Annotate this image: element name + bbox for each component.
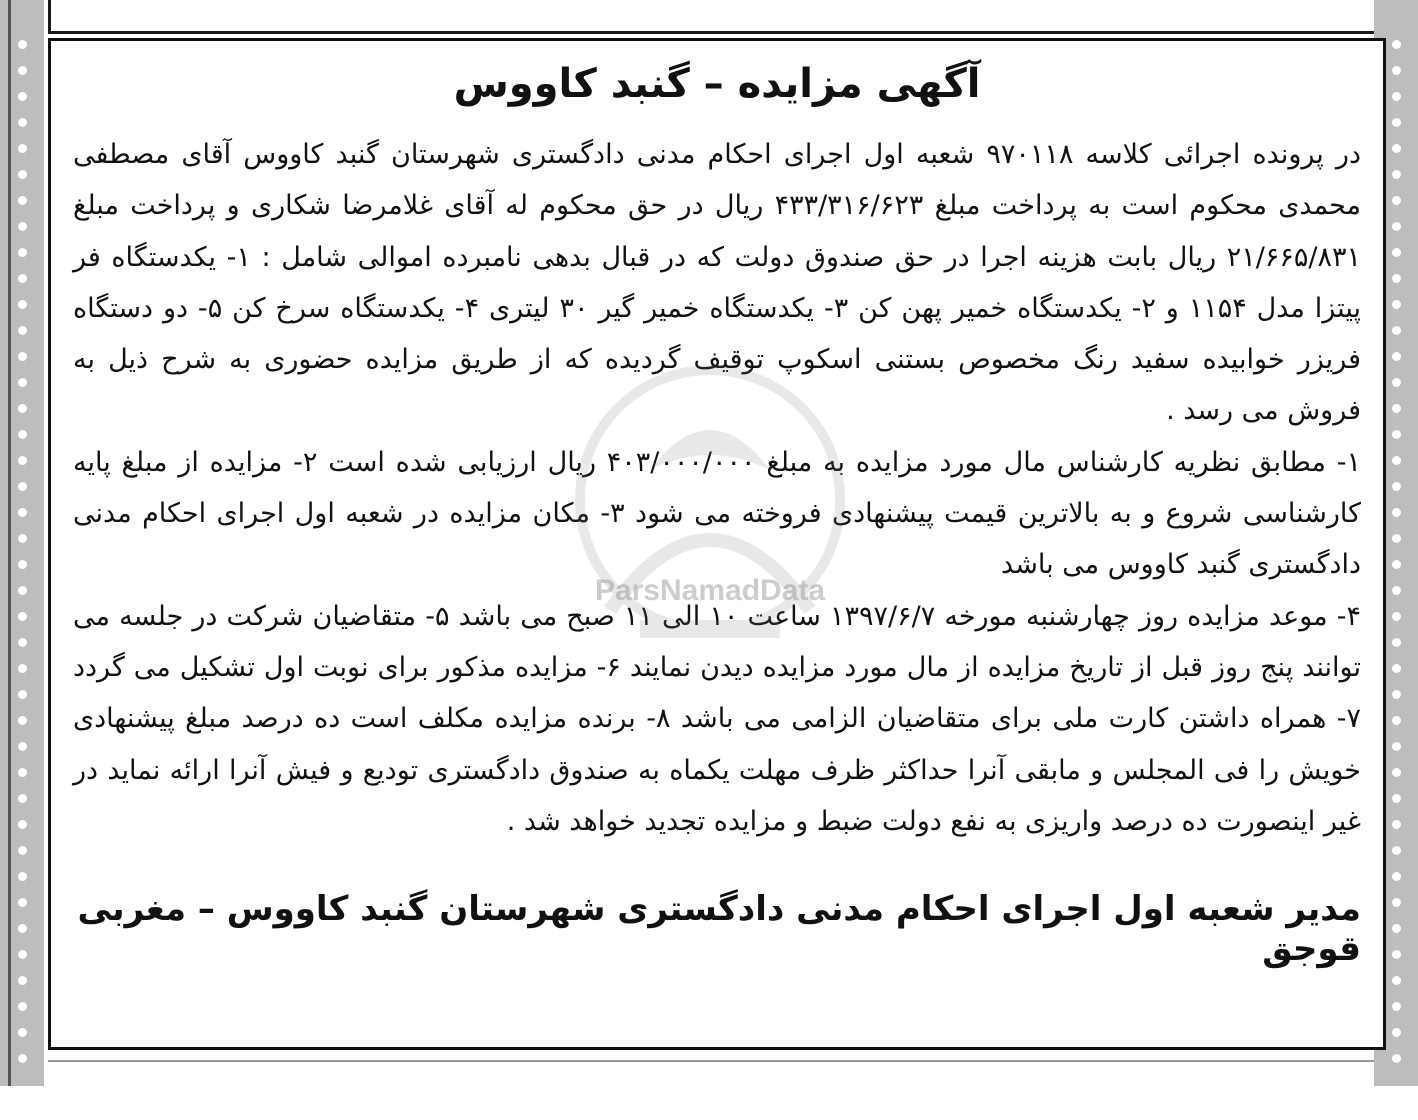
left-edge-line xyxy=(8,0,11,1086)
auction-notice-box xyxy=(48,38,1386,1050)
notice-body xyxy=(73,129,1361,847)
bottom-band xyxy=(48,1060,1374,1086)
adjacent-notice-frame xyxy=(48,0,1410,34)
notice-title: آگهی مزایده – گنبد کاووس xyxy=(453,61,981,107)
watermark-brand-text: ParsNamadData xyxy=(594,574,826,607)
notice-signature: مدیر شعبه اول اجرای احکام مدنی دادگستری شهرستان گنبد کاووس – مغربی قوجق xyxy=(77,889,1361,969)
notice-paragraph-terms-2: ۴- موعد مزایده روز چهارشنبه مورخه ۱۳۹۷/۶/۷ ساعت ۱۰ الی ۱۱ صبح می باشد ۵- متقاضیان شرکت در جلسه می توانند پنج روز قبل از تاریخ مزایده از مال مورد مزایده دیدن نمایند ۶- مزایده مذکور برای نوبت اول تشکیل می گردد ۷- همراه داشتن کارت ملی برای متقاضیان الزامی می باشد ۸- برنده مزایده مکلف است ده درصد مبلغ پیشنهادی خویش را فی المجلس و مابقی آنرا حداکثر ظرف مهلت یکماه به صندوق دادگستری تودیع و فیش آنرا ارائه نماید در غیر اینصورت ده درصد واریزی به نفع دولت ضبط و مزایده تجدید خواهد شد . xyxy=(73,600,1362,837)
left-perforated-strip xyxy=(0,0,44,1086)
notice-paragraph-intro: در پرونده اجرائی کلاسه ۹۷۰۱۱۸ شعبه اول اجرای احکام مدنی دادگستری شهرستان گنبد کاووس آقای مصطفی محمدی محکوم است به پرداخت مبلغ ۴۳۳/۳۱۶/۶۲۳ ریال در حق محکوم له آقای غلامرضا شکاری و پرداخت مبلغ ۲۱/۶۶۵/۸۳۱ ریال بابت هزینه اجرا در حق صندوق دولت که در قبال بدهی نامبرده اموالی شامل : ۱- یکدستگاه فر پیتزا مدل ۱۱۵۴ و ۲- یکدستگاه خمیر پهن کن ۳- یکدستگاه خمیر گیر ۳۰ لیتری ۴- یکدستگاه سرخ کن ۵- دو دستگاه فریزر خوابیده سفید رنگ مخصوص بستنی اسکوپ توقیف گردیده که از طریق مزایده حضوری به شرح ذیل به فروش می رسد . xyxy=(73,139,1361,427)
notice-paragraph-terms-1: ۱- مطابق نظریه کارشناس مال مورد مزایده به مبلغ ۴۰۳/۰۰۰/۰۰۰ ریال ارزیابی شده است ۲- مزایده از مبلغ پایه کارشناسی شروع و به بالاترین قیمت پیشنهادی فروخته می شود ۳- مکان مزایده در شعبه اول اجرای احکام مدنی دادگستری گنبد کاووس می باشد xyxy=(73,446,1361,581)
